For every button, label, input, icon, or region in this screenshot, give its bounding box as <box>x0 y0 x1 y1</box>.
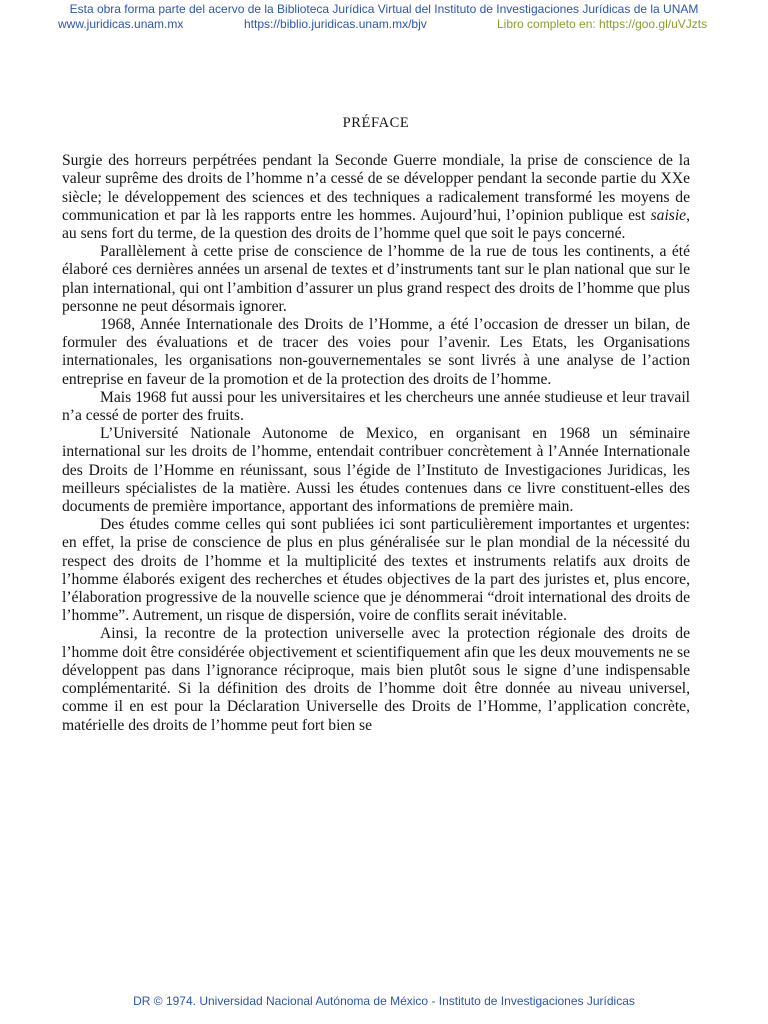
document-page <box>62 114 690 928</box>
library-banner <box>0 2 768 32</box>
paragraph-2: Parallèlement à cette prise de conscience de l’homme de la rue de tous les continents, a été élaboré ces dernières années un arsenal de textes et d’instruments tant sur le plan national que sur le plan international, qui ont l’ambition d’assurer un plus grand respect des droits de l’homme que plus personne ne peut désormais ignorer. <box>62 243 690 315</box>
paragraph-1-text-a: Surgie des horreurs perpétrées pendant la Seconde Guerre mondiale, la prise de conscience de la valeur suprême des droits de l’homme n’a cessé de se développer pendant la seconde partie du XXe siècle; le développement des sciences et des techniques a radicalement transformé les moyens de communication et par là les rapports entre les hommes. Aujourd’hui, l’opinion publique est <box>62 152 690 224</box>
paragraph-1-text-b: au sens fort du terme, de la question des droits de l’homme quel que soit le pays concerné. <box>62 225 626 243</box>
page-title: PRÉFACE <box>342 115 410 131</box>
paragraph-7: Ainsi, la recontre de la protection universelle avec la protection régionale des droits de l’homme doit être considérée objectivement et scientifiquement afin que les deux mouvements ne se développent pas dans l’ignorance réciproque, mais bien plutôt sous le signe d’une indispensable complémentarité. Si la définition des droits de l’homme doit être donnée au niveau universel, comme il en est pour la Déclaration Universelle des Droits de l’Homme, l’application concrète, matérielle des droits de l’homme peut fort bien se <box>62 625 690 734</box>
collection-notice: Esta obra forma parte del acervo de la Biblioteca Jurídica Virtual del Instituto de Investigaciones Jurídicas de la UNAM <box>69 2 699 16</box>
document-body <box>62 152 690 928</box>
site-link[interactable]: www.juridicas.unam.mx <box>58 17 184 31</box>
paragraph-1 <box>62 152 690 243</box>
paragraph-5: L’Université Nationale Autonome de Mexico, en organisant en 1968 un séminaire international sur les droits de l’homme, entendait contribuer concrètement à l’Année Internationale des Droits de l’Homme en réunissant, sous l’égide de l’Instituto de Investigaciones Juridicas, les meilleurs spécialistes de la matière. Aussi les études contenues dans ce livre constituent-elles des documents de première importance, apportant des informations de première main. <box>62 425 690 516</box>
copyright-footer: DR © 1974. Universidad Nacional Autónoma de México - Instituto de Investigaciones Jurídicas <box>133 994 635 1008</box>
paragraph-1-emphasis: saisie, <box>650 206 690 224</box>
library-link[interactable]: https://biblio.juridicas.unam.mx/bjv <box>244 17 427 31</box>
paragraph-6: Des études comme celles qui sont publiées ici sont particulièrement importantes et urgentes: en effet, la prise de conscience de plus en plus généralisée sur le plan mondial de la nécessité du respect des droits de l’homme et la multiplicité des textes et instruments relatifs aux droits de l’homme élaborés exigent des recherches et études objectives de la part des juristes et, plus encore, l’élaboration progressive de la nouvelle science que je dénommerai “droit international des droits de l’homme”. Autrement, un risque de dispersión, voire de conflits serait inévitable. <box>62 516 690 625</box>
full-book-link[interactable]: Libro completo en: https://goo.gl/uVJzts <box>497 17 708 31</box>
paragraph-3: 1968, Année Internationale des Droits de l’Homme, a été l’occasion de dresser un bilan, de formuler des évaluations et de tracer des voies pour l’avenir. Les Etats, les Organisations internationales, les organisations non-gouvernementales se sont livrés à une analyse de l’action entreprise en faveur de la promotion et de la protection des droits de l’homme. <box>62 316 690 388</box>
paragraph-4: Mais 1968 fut aussi pour les universitaires et les chercheurs une année studieuse et leur travail n’a cessé de porter des fruits. <box>62 388 690 425</box>
